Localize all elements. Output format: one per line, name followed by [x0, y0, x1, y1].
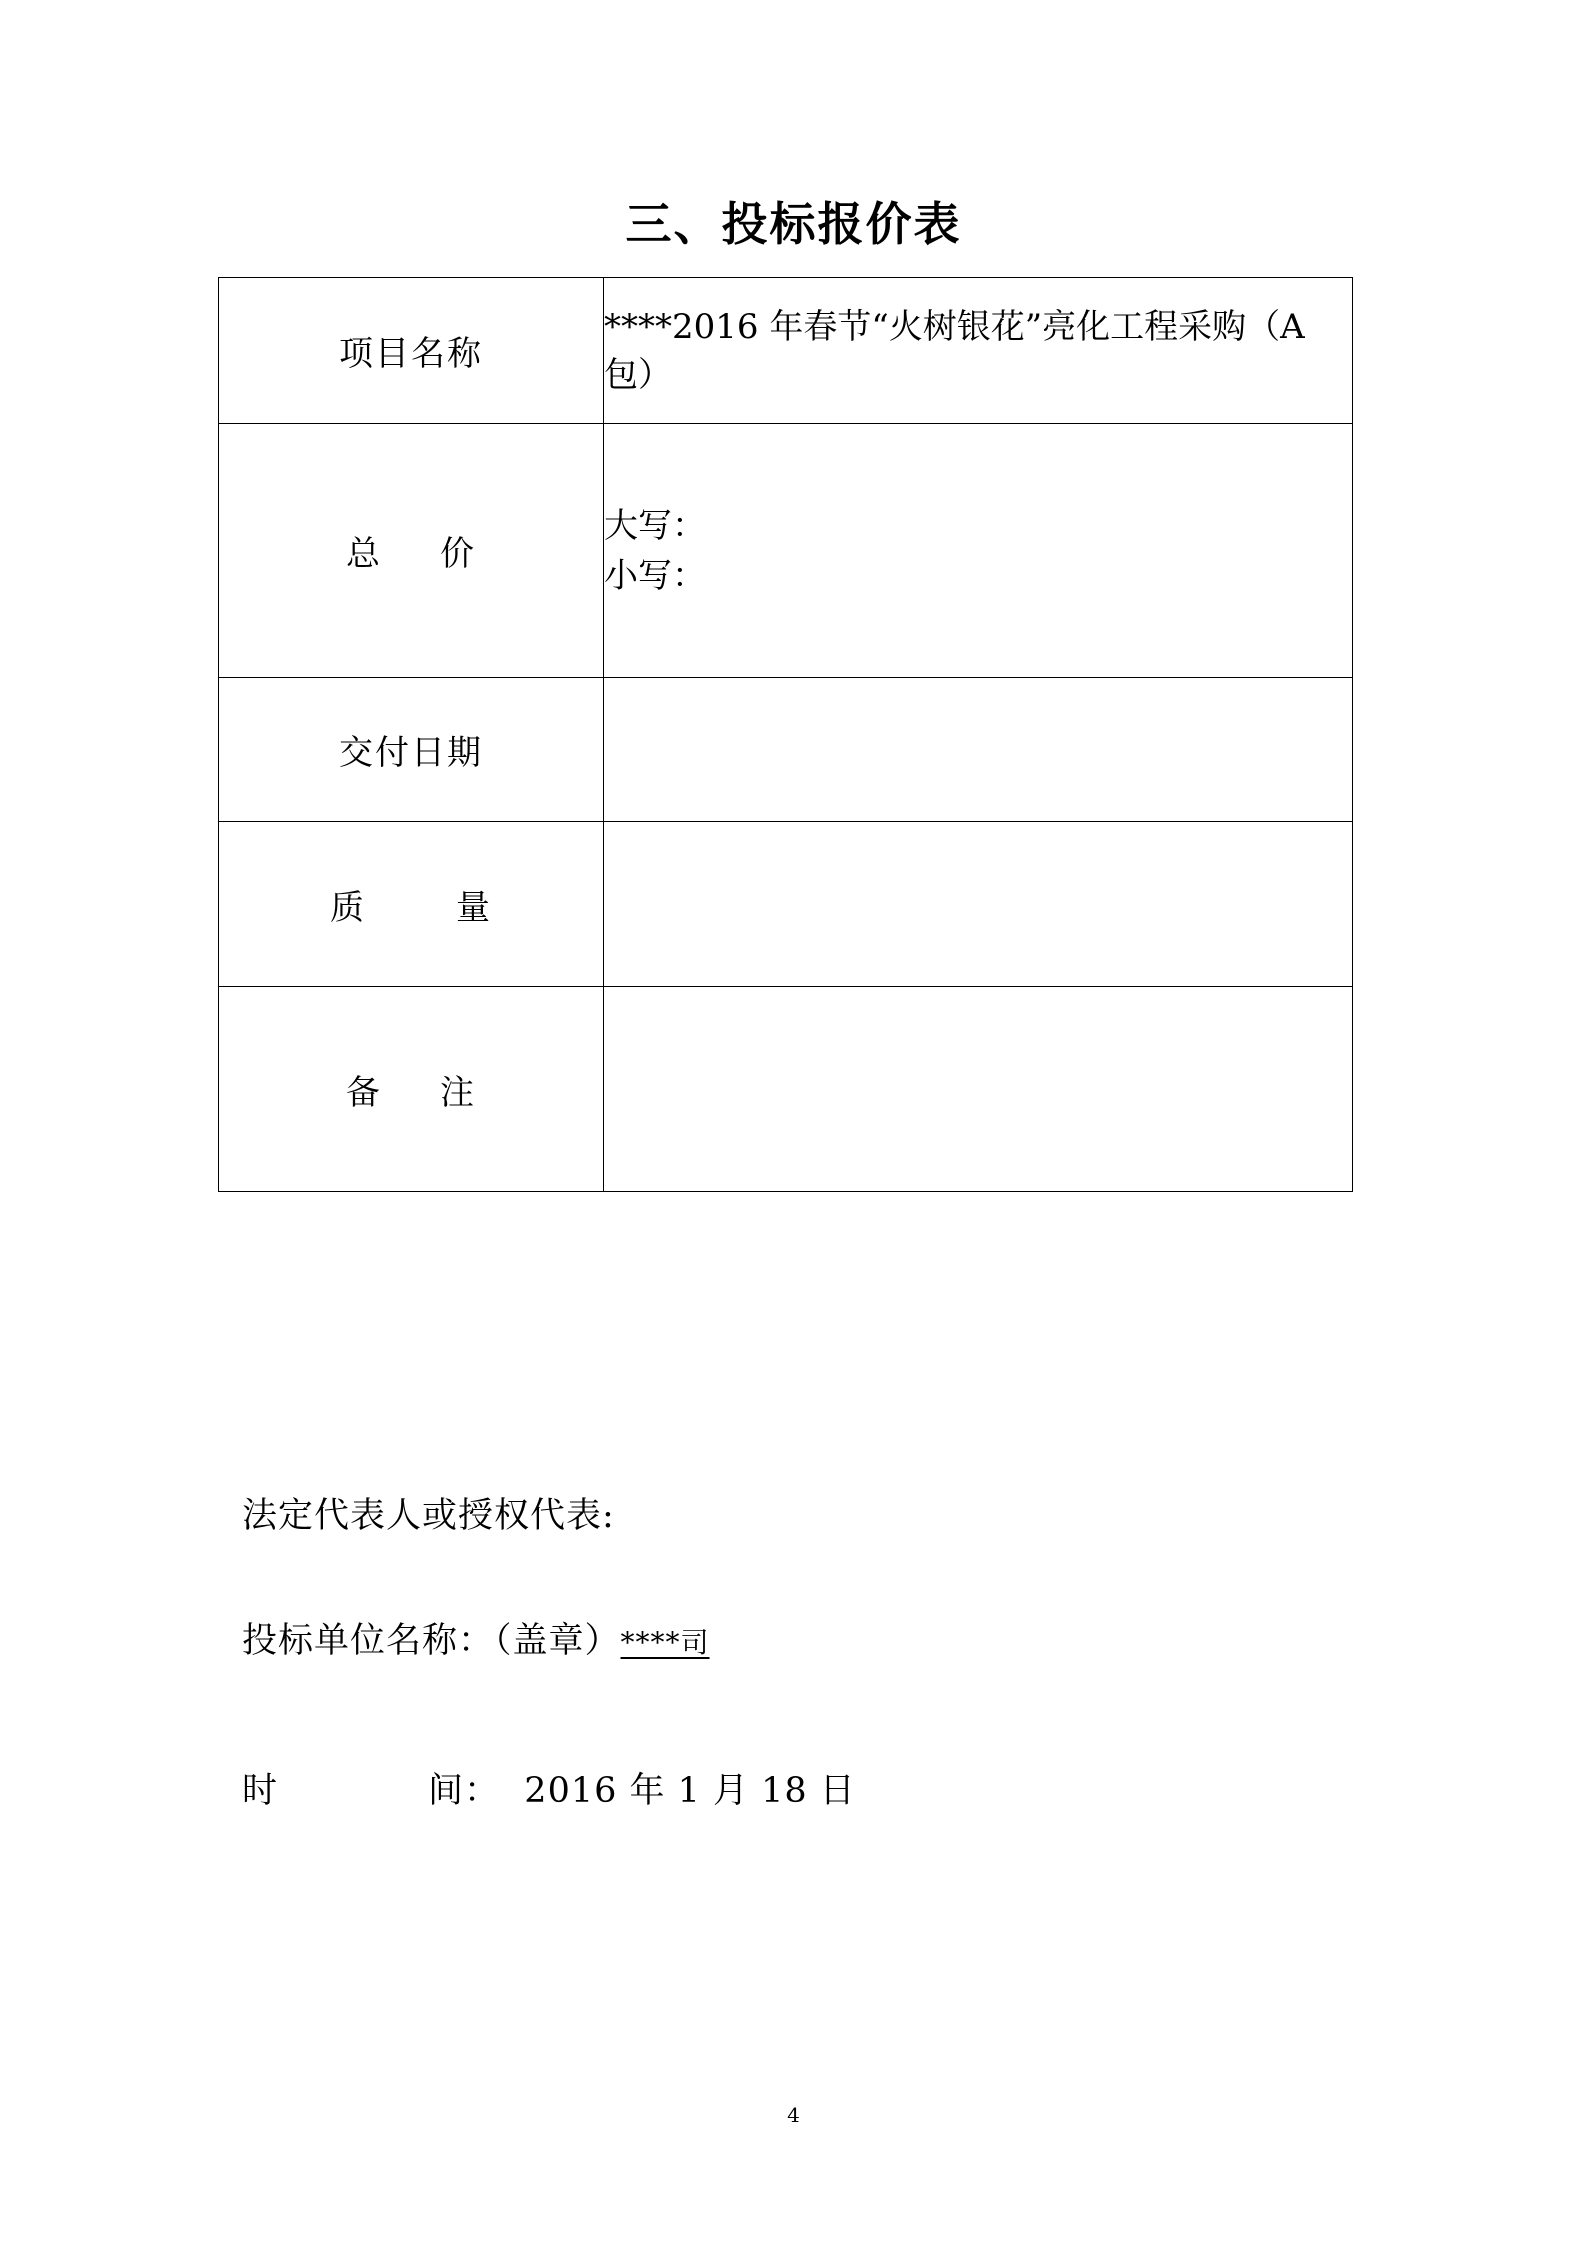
time-label-a: 时: [242, 1771, 279, 1811]
representative-label: 法定代表人或授权代表:: [242, 1496, 615, 1536]
quality-value: [604, 822, 1353, 987]
quality-label: 质 量: [219, 822, 604, 987]
time-label-b: 间：: [428, 1771, 501, 1811]
total-price-value: [604, 424, 1353, 678]
bidder-value: ****司: [620, 1626, 710, 1659]
project-name-value: ****2016 年春节“火树银花”亮化工程采购（A 包）: [604, 278, 1353, 424]
table-row-delivery-date: [219, 678, 1353, 822]
representative-line: [242, 1488, 615, 1538]
project-name-label: 项目名称: [219, 278, 604, 424]
total-price-label: 总 价: [219, 424, 604, 678]
bidder-line: [242, 1613, 710, 1663]
page-title: 三、投标报价表: [625, 197, 962, 251]
time-line: [242, 1763, 856, 1813]
bidder-label: 投标单位名称：（盖章）: [242, 1621, 621, 1661]
uppercase-amount-label: 大写：: [604, 505, 706, 546]
lowercase-amount-label: 小写：: [604, 555, 706, 596]
bid-quote-table: [218, 277, 1353, 1192]
page-number: 4: [787, 2103, 800, 2127]
time-value: 2016 年 1 月 18 日: [524, 1771, 856, 1811]
delivery-date-value: [604, 678, 1353, 822]
table-row-total-price: [219, 424, 1353, 678]
table-row-quality: [219, 822, 1353, 987]
delivery-date-label: 交付日期: [219, 678, 604, 822]
remarks-value: [604, 987, 1353, 1192]
remarks-label: 备 注: [219, 987, 604, 1192]
table-row-project-name: [219, 278, 1353, 424]
table-row-remarks: [219, 987, 1353, 1192]
